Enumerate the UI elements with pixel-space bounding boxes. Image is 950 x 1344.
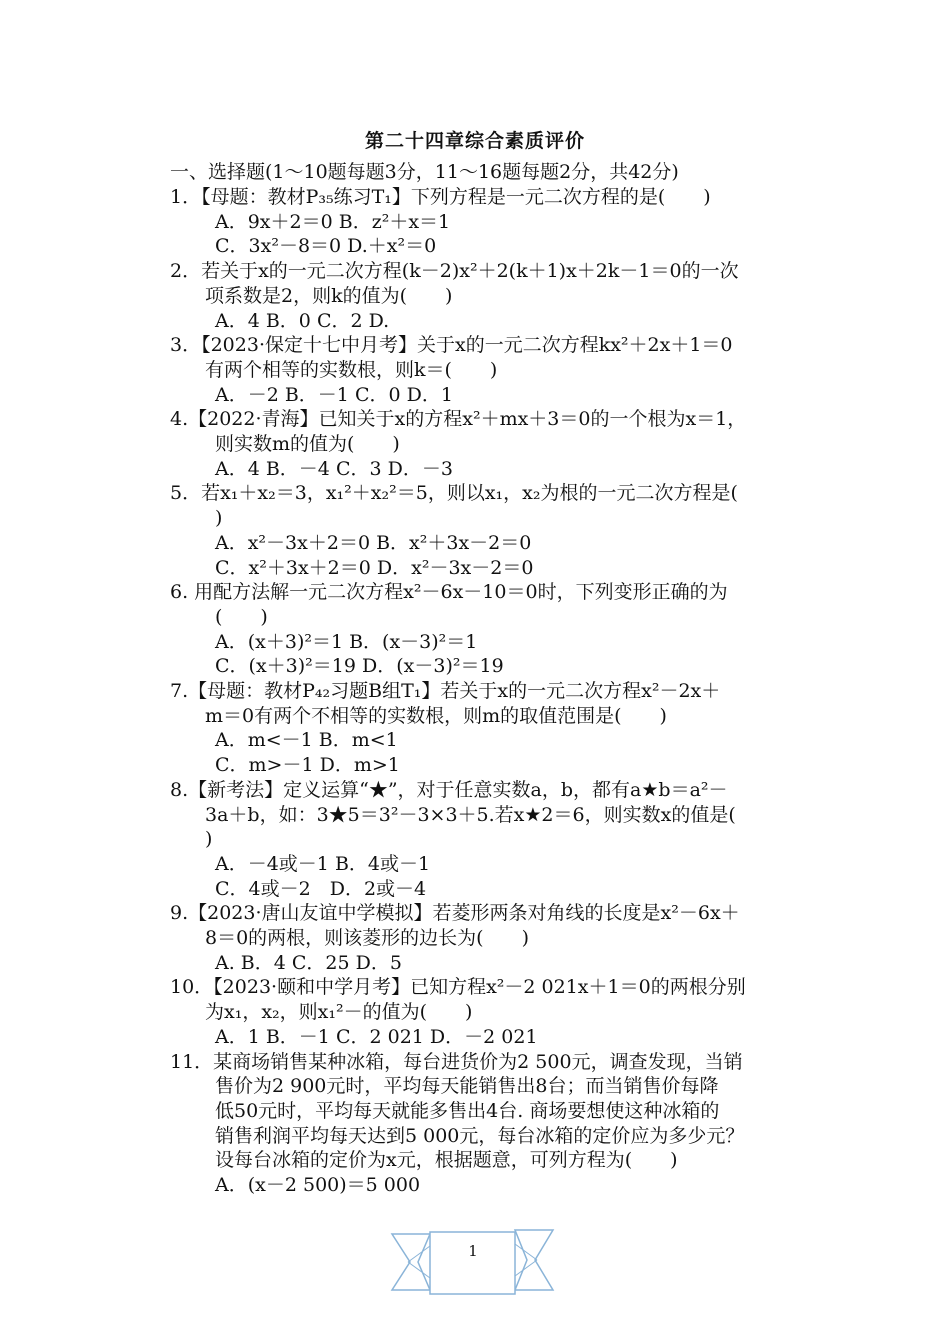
question-line: 11．某商场销售某种冰箱，每台进货价为2 500元，调查发现，当销 [170,1050,743,1073]
question-line: A．m<－1 B．m<1 [215,729,398,752]
question-line: 3．【2023·保定十七中月考】关于x的一元二次方程kx²＋2x＋1＝0 [170,334,733,357]
question-line: C．3x²－8＝0 D.＋x²＝0 [215,235,437,258]
question-line: 项系数是2，则k的值为( ) [205,284,453,307]
question-line: A．4 B．－4 C．3 D．－3 [215,457,453,480]
question-line: 2．若关于x的一元二次方程(k－2)x²＋2(k＋1)x＋2k－1＝0的一次 [170,260,739,283]
footer-ribbon-decoration [390,1222,555,1300]
question-line: 10．【2023·颐和中学月考】已知方程x²－2 021x＋1＝0的两根分别 [170,976,746,999]
question-line: 有两个相等的实数根，则k＝( ) [205,358,498,381]
question-line: 5．若x₁＋x₂＝3，x₁²＋x₂²＝5，则以x₁，x₂为根的一元二次方程是( [170,482,738,505]
question-line: ( ) [215,605,268,628]
question-line: 8.【新考法】定义运算“★”，对于任意实数a，b，都有a★b＝a²－ [170,778,728,801]
page-number: 1 [468,1242,478,1260]
question-line: 售价为2 900元时，平均每天能销售出8台；而当销售价每降 [215,1075,719,1098]
question-line: 1．【母题：教材P₃₅练习T₁】下列方程是一元二次方程的是( ) [170,186,711,208]
question-line: A．1 B．－1 C．2 021 D．－2 021 [215,1025,538,1048]
question-line: A．(x－2 500)＝5 000 [215,1174,421,1196]
question-line: C．m>－1 D．m>1 [215,754,400,777]
question-line: 6. 用配方法解一元二次方程x²－6x－10＝0时，下列变形正确的为 [170,581,728,604]
question-line: m＝0有两个不相等的实数根，则m的取值范围是( ) [205,704,667,727]
page-title: 第二十四章综合素质评价 [364,130,585,152]
question-line: 设每台冰箱的定价为x元，根据题意，可列方程为( ) [215,1149,678,1172]
question-line: A．－2 B．－1 C．0 D．1 [215,383,453,406]
question-line: A．4 B．0 C．2 D. [215,309,390,332]
question-line: 3a＋b，如：3★5＝3²－3×3＋5.若x★2＝6，则实数x的值是( [205,803,736,826]
question-line: A. B．4 C．25 D．5 [215,951,402,974]
question-line: 8＝0的两根，则该菱形的边长为( ) [205,927,530,949]
question-line: A．9x＋2＝0 B．z²＋x＝1 [215,210,451,233]
question-line: C．4或－2 D．2或－4 [215,877,427,900]
question-line: ) [215,507,223,530]
section-heading: 一、选择题(1～10题每题3分，11～16题每题2分，共42分) [170,161,679,183]
question-line: 9.【2023·唐山友谊中学模拟】若菱形两条对角线的长度是x²－6x＋ [170,902,740,925]
question-line: 低50元时，平均每天就能多售出4台. 商场要想使这种冰箱的 [215,1099,720,1122]
question-line: C．(x＋3)²＝19 D．(x－3)²＝19 [215,655,504,678]
question-line: A．(x＋3)²＝1 B．(x－3)²＝1 [215,630,478,653]
question-line: C．x²＋3x＋2＝0 D．x²－3x－2＝0 [215,556,534,579]
question-line: A．x²－3x＋2＝0 B．x²＋3x－2＝0 [215,531,532,554]
question-line: ) [205,828,213,851]
question-line: 为x₁，x₂，则x₁²－的值为( ) [205,1001,473,1024]
question-line: A．－4或－1 B．4或－1 [215,852,431,875]
question-line: 7.【母题：教材P₄₂习题B组T₁】若关于x的一元二次方程x²－2x＋ [170,680,721,702]
question-line: 则实数m的值为( ) [215,433,400,455]
question-line: 销售利润平均每天达到5 000元，每台冰箱的定价应为多少元？ [215,1124,745,1147]
question-line: 4.【2022·青海】已知关于x的方程x²＋mx＋3＝0的一个根为x＝1， [170,408,747,431]
